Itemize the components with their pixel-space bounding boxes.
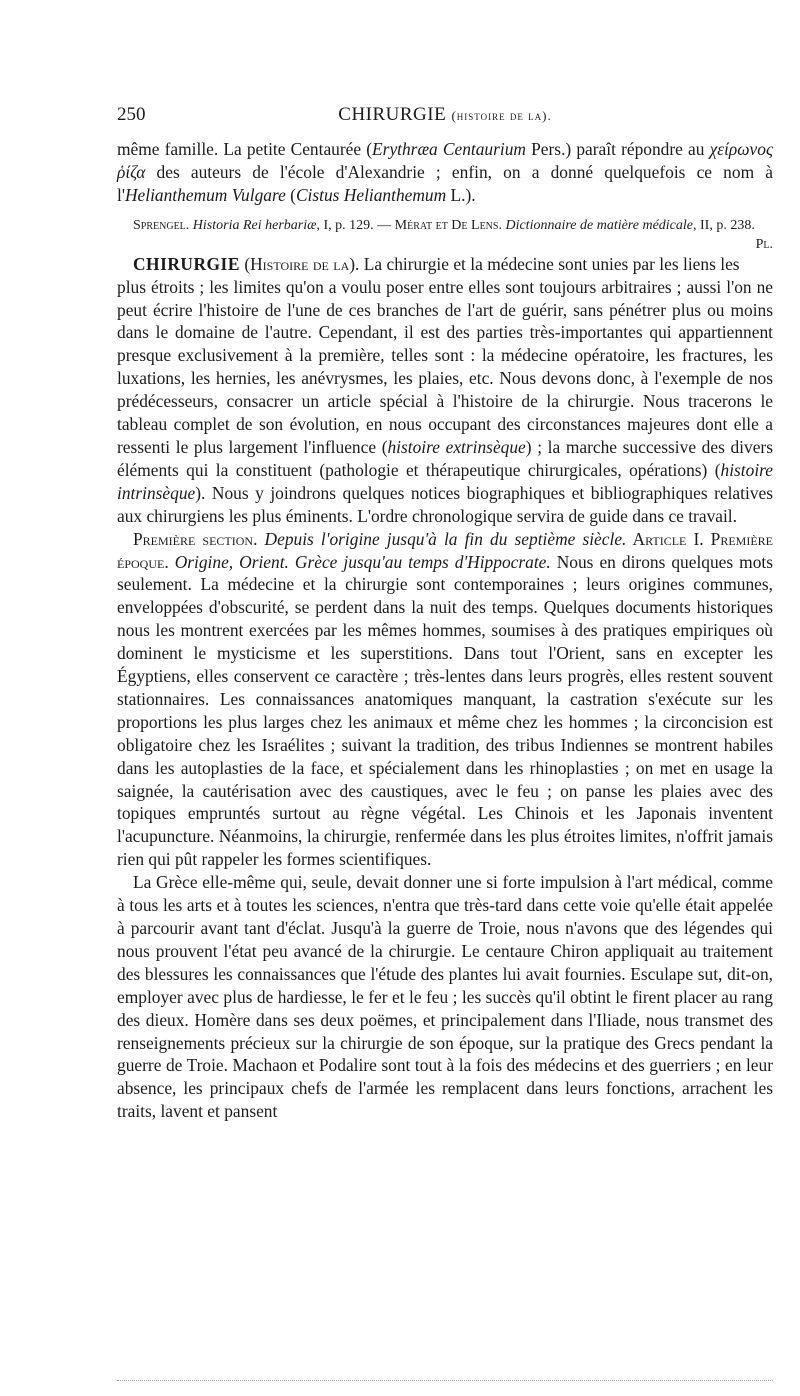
running-subtitle: (histoire de la). bbox=[451, 108, 552, 123]
body-text bbox=[117, 138, 773, 1123]
section-label: Première section. bbox=[133, 528, 258, 549]
intro-text: même famille. La petite Centaurée ( bbox=[117, 139, 373, 159]
intro-italic: Helianthemum Vulgare bbox=[124, 184, 286, 205]
article-text: ). Nous y joindrons quelques notices biographiques et bibliographiques relatives aux chirurgiens les plus éminents. L'ordre chronologique servira de guide dans ce travail. bbox=[117, 482, 773, 526]
intro-text: ( bbox=[285, 184, 296, 205]
section-paragraph bbox=[117, 528, 773, 872]
article-text: ) ; la marche successive des divers éléments qui la constituent (pathologie et thérapeutique chirurgicales, opérations) ( bbox=[117, 436, 773, 480]
article-paragraph bbox=[117, 253, 773, 528]
intro-text: des auteurs de l'école d'Alexandrie ; enfin, on a donné quelquefois ce nom à l' bbox=[117, 161, 773, 205]
ref-text: , II, p. 238. bbox=[693, 217, 755, 233]
page-header bbox=[117, 104, 773, 134]
running-title: CHIRURGIE bbox=[338, 104, 447, 125]
running-head bbox=[117, 104, 773, 126]
greece-paragraph: La Grèce elle-même qui, seule, devait donner une si forte impulsion à l'art médical, comme à tous les arts et à toutes les sciences, n'entra que très-tard dans cette voie qu'elle était appelée à parcourir avant tant d'éclat. Jusqu'à la guerre de Troie, nous n'avons que des légendes qui nous prouvent l'état peu avancé de la chirurgie. Le centaure Chiron appliquait au traitement des blessures les connaissances que l'étude des plantes lui avait fournies. Esculape sut, dit-on, employer avec plus de hardiesse, le fer et le feu ; les succès qu'il obtint le firent placer au rang des dieux. Homère dans ses deux poëmes, et principalement dans l'Iliade, nous transmet des renseignements précieux sur la chirurgie de son époque, sur la pratique des Grecs pendant la guerre de Troie. Machaon et Podalire sont tout à la fois des médecins et des guerriers ; en leur absence, les principaux chefs de l'armée les remplacent dans leurs fonctions, arrachent les traits, lavent et pansent bbox=[117, 872, 773, 1122]
ref-work: Historia Rei herbariæ bbox=[192, 217, 317, 233]
article-text: La chirurgie et la médecine sont unies par les liens les plus étroits ; les limites qu'on a voulu poser entre elles sont toujours arbitraires ; aussi l'on ne peut écrire l'histoire de l'une de ces branches de l'art de guérir, sans pénétrer plus ou moins dans le domaine de l'autre. Cependant, il est des parties très-importantes qui appartiennent presque exclusivement à la première, telles sont : la médecine opératoire, les fractures, les luxations, les hernies, les anévrysmes, les plaies, etc. Nous devons donc, à l'exemple de nos prédécesseurs, consacrer un article spécial à l'histoire de la chirurgie. Nous tracerons le tableau complet de son évolution, en nous occupant des circonstances majeures dont elle a ressenti le plus largement l'influence ( bbox=[117, 253, 773, 457]
intro-text: Pers.) paraît répondre au bbox=[525, 139, 710, 159]
article-headword: CHIRURGIE bbox=[133, 253, 240, 274]
intro-italic: Erythræa Centaurium bbox=[372, 139, 526, 159]
epoch-title: Origine, Orient. Grèce jusqu'au temps d'Hippocrate. bbox=[168, 551, 551, 572]
ref-text: , I, p. 129. — bbox=[316, 217, 395, 233]
article-italic: histoire intrinsèque bbox=[117, 459, 773, 503]
article-label: Article I. Première époque. bbox=[117, 528, 774, 572]
references bbox=[117, 216, 773, 252]
intro-italic: Cistus Helianthemum bbox=[295, 184, 447, 205]
greek-phrase: χείρωνος ῥίζα bbox=[117, 139, 774, 182]
section-text: Nous en dirons quelques mots seulement. La médecine et la chirurgie sont contemporaines ; leurs origines communes, enveloppées d'obscurité, se perdent dans la nuit des temps. Quelques documents historiques nous les montrent exercées par les mêmes hommes, soumises à des pratiques empiriques où dominent le mysticisme et les superstitions. Dans tout l'Orient, sans en excepter les Égyptiens, elles conservent ce caractère ; très-lentes dans leurs progrès, elles restent souvent stationnaires. Les connaissances anatomiques manquant, la castration s'exécute sur les proportions les plus larges chez les animaux et même chez les hommes ; la circoncision est obligatoire chez les Israélites ; suivant la tradition, des tribus Indiennes se montrent habiles dans les autoplasties de la face, et spécialement dans les rhinoplasties ; on met en usage la saignée, la cautérisation avec des caustiques, avec le feu ; on panse les plaies avec des topiques empruntés surtout au règne végétal. Les Chinois et les Japonais inventent l'acupuncture. Néanmoins, la chirurgie, renfermée dans les plus étroites limites, n'offrit jamais rien qui pût rappeler les formes scientifiques. bbox=[117, 551, 773, 870]
intro-paragraph bbox=[117, 138, 773, 207]
ref-work: Dictionnaire de matière médicale bbox=[505, 217, 693, 233]
footer-dotted-line bbox=[117, 1380, 773, 1383]
ref-author: Sprengel. bbox=[133, 217, 190, 233]
article-italic: histoire extrinsèque bbox=[387, 436, 526, 457]
article-subhead: (Histoire de la). bbox=[244, 253, 360, 274]
section-title: Depuis l'origine jusqu'à la fin du septième siècle. bbox=[257, 528, 627, 549]
page-number: 250 bbox=[117, 104, 146, 125]
intro-text: L.). bbox=[446, 184, 476, 205]
ref-author: Mérat et De Lens. bbox=[394, 217, 502, 233]
ref-signature: Pl. bbox=[755, 236, 773, 252]
